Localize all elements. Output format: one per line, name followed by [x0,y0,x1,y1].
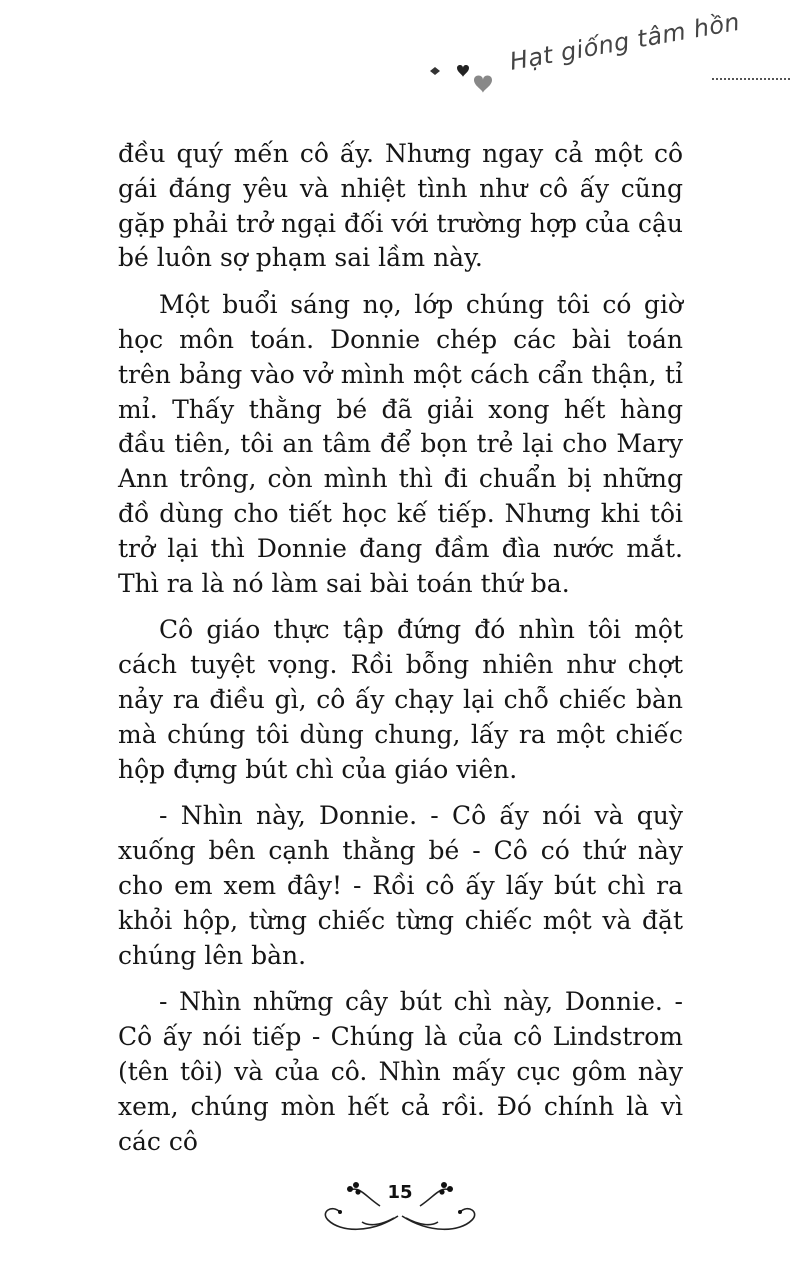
page-number: 15 [387,1182,413,1203]
running-header [424,7,794,104]
hearts-ornament-icon [424,44,514,94]
paragraph: - Nhìn những cây bút chì này, Donnie. - Cô ấy nói tiếp - Chúng là của cô Lindstrom (tên tôi) và của cô. Nhìn mấy cục gôm này xem, chúng mòn hết cả rồi. Đó chính là vì các cô [118,987,683,1156]
page-footer [310,1176,490,1246]
page-body [118,137,683,1171]
paragraph: - Nhìn này, Donnie. - Cô ấy nói và quỳ xuống bên cạnh thằng bé - Cô có thứ này cho em xem đây! - Rồi cô ấy lấy bút chì ra khỏi hộp, từng chiếc từng chiếc một và đặt chúng lên bàn. [118,801,683,970]
paragraph: Một buổi sáng nọ, lớp chúng tôi có giờ học môn toán. Donnie chép các bài toán trên bảng vào vở mình một cách cẩn thận, tỉ mỉ. Thấy thằng bé đã giải xong hết hàng đầu tiên, tôi an tâm để bọn trẻ lại cho Mary Ann trông, còn mình thì đi chuẩn bị những đồ dùng cho tiết học kế tiếp. Nhưng khi tôi trở lại thì Donnie đang đầm đìa nước mắt. Thì ra là nó làm sai bài toán thứ ba. [118,290,683,598]
header-title: Hạt giống tâm hồn [507,7,743,76]
paragraph: Cô giáo thực tập đứng đó nhìn tôi một cách tuyệt vọng. Rồi bỗng nhiên như chợt nảy ra điều gì, cô ấy chạy lại chỗ chiếc bàn mà chúng tôi dùng chung, lấy ra một chiếc hộp đựng bút chì của giáo viên. [118,615,683,784]
header-dotted-leader [712,78,790,80]
paragraph: đều quý mến cô ấy. Nhưng ngay cả một cô gái đáng yêu và nhiệt tình như cô ấy cũng gặp phải trở ngại đối với trường hợp của cậu bé luôn sợ phạm sai lầm này. [118,139,683,273]
